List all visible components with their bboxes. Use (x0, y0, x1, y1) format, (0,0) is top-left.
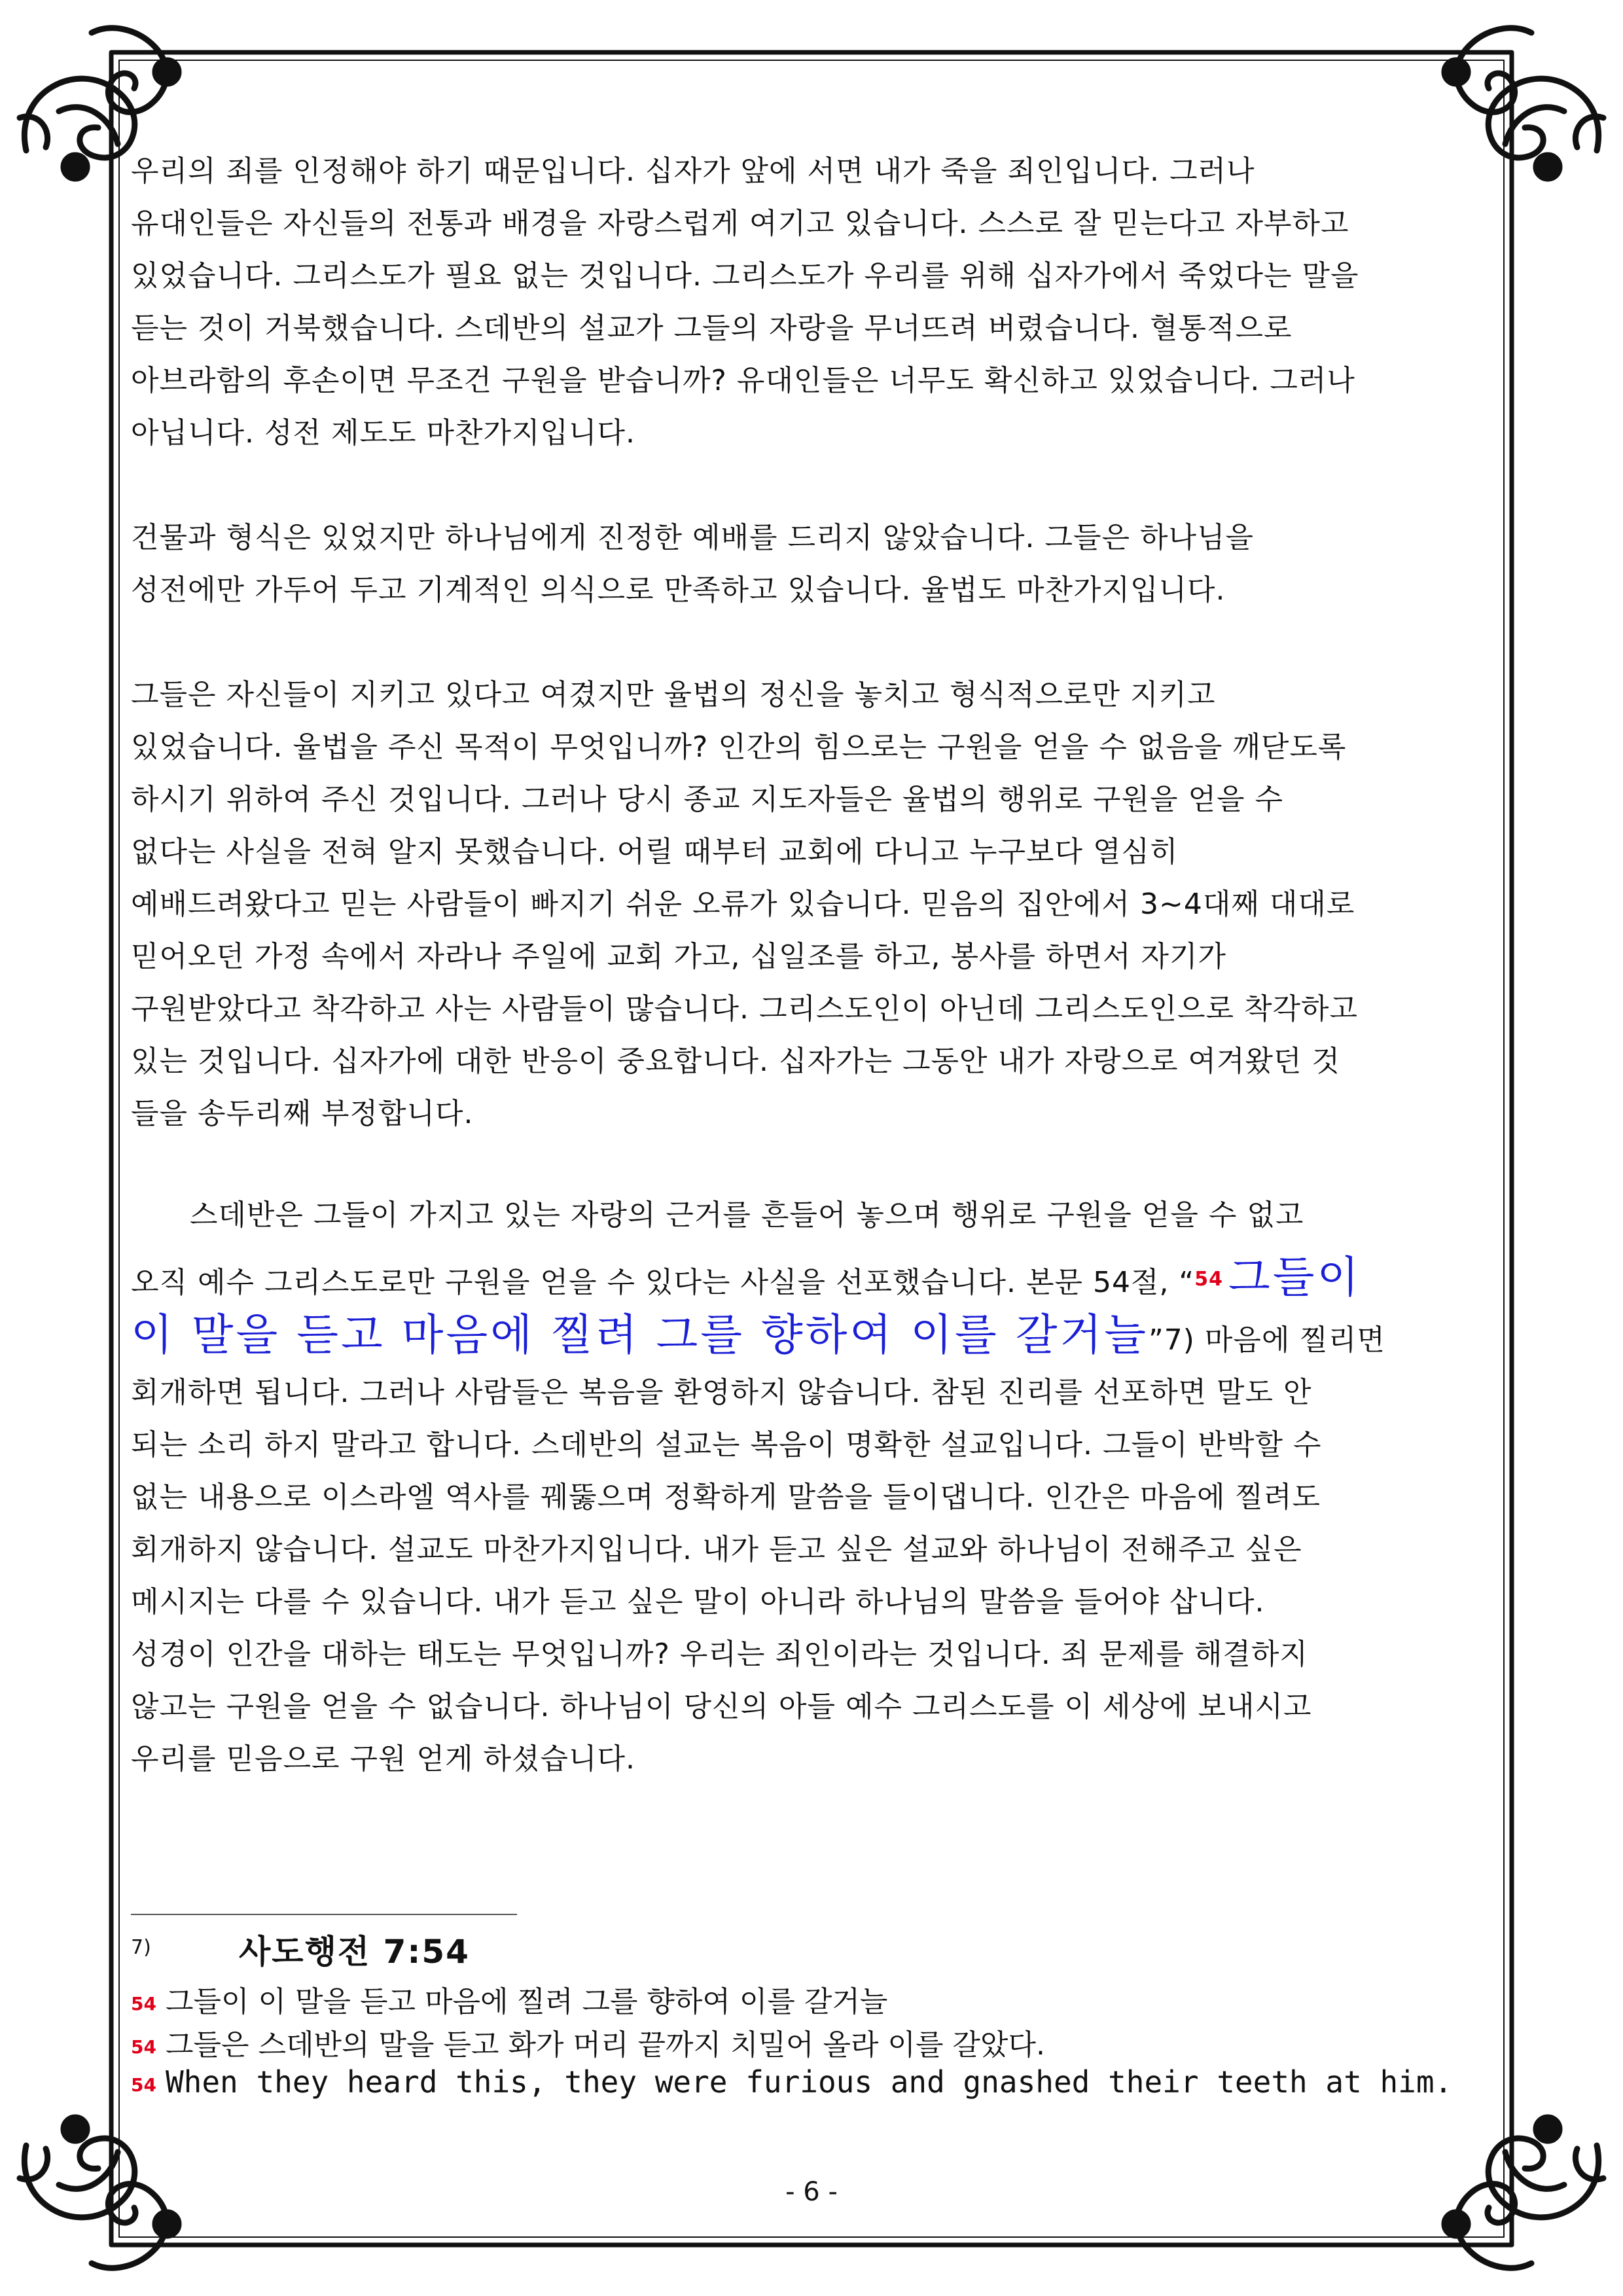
verse-number: 54 (131, 1993, 156, 2015)
text-line: 있었습니다. 율법을 주신 목적이 무엇입니까? 인간의 힘으로는 구원을 얻을 수 없음을 깨닫도록 (131, 730, 1347, 764)
text-line: 듣는 것이 거북했습니다. 스데반의 설교가 그들의 자랑을 무너뜨려 버렸습니다. 혈통적으로 (131, 312, 1293, 345)
footnote-line (131, 1978, 887, 2020)
text-line: 구원받았다고 착각하고 사는 사람들이 많습니다. 그리스도인이 아닌데 그리스도인으로 착각하고 (131, 992, 1359, 1026)
verse-number: 54 (1194, 1268, 1223, 1291)
text-line: 스데반은 그들이 가지고 있는 자랑의 근거를 흔들어 놓으며 행위로 구원을 얻을 수 없고 (131, 1198, 1304, 1232)
text-line: 그들은 자신들이 지키고 있다고 여겼지만 율법의 정신을 놓치고 형식적으로만 지키고 (131, 678, 1216, 711)
text-line: 않고는 구원을 얻을 수 없습니다. 하나님이 당신의 아들 예수 그리스도를 이 세상에 보내시고 (131, 1690, 1312, 1723)
text-line: 회개하지 않습니다. 설교도 마찬가지입니다. 내가 듣고 싶은 설교와 하나님이 전해주고 싶은 (131, 1533, 1302, 1566)
scripture-highlight: 이 말을 듣고 마음에 찔려 그를 향하여 이를 갈거늘 (131, 1310, 1149, 1360)
footnote-text: When they heard this, they were furious and gnashed their teeth at him. (165, 2064, 1453, 2100)
text-line: 우리의 죄를 인정해야 하기 때문입니다. 십자가 앞에 서면 내가 죽을 죄인입니다. 그러나 (131, 154, 1255, 188)
text-line (131, 1251, 1472, 1309)
text-run: 오직 예수 그리스도로만 구원을 얻을 수 있다는 사실을 선포했습니다. 본문 54절, “ (131, 1266, 1195, 1299)
footnote-separator (131, 1914, 517, 1915)
text-line: 우리를 믿음으로 구원 얻게 하셨습니다. (131, 1742, 635, 1776)
text-line: 유대인들은 자신들의 전통과 배경을 자랑스럽게 여기고 있습니다. 스스로 잘 믿는다고 자부하고 (131, 207, 1349, 240)
footnote-line (131, 2064, 1452, 2100)
verse-number: 54 (131, 2036, 156, 2058)
text-line: 되는 소리 하지 말라고 합니다. 스데반의 설교는 복음이 명확한 설교입니다. 그들이 반박할 수 (131, 1428, 1322, 1462)
footnote-text: 그들은 스데반의 말을 듣고 화가 머리 끝까지 치밀어 올라 이를 갈았다. (165, 2028, 1045, 2062)
scripture-highlight: 그들이 (1228, 1252, 1362, 1302)
text-run: ”7) 마음에 찔리면 (1148, 1323, 1385, 1357)
text-line: 없는 내용으로 이스라엘 역사를 꿰뚫으며 정확하게 말씀을 들이댑니다. 인간은 마음에 찔려도 (131, 1480, 1321, 1514)
paragraph-3 (131, 669, 1472, 1140)
text-line: 믿어오던 가정 속에서 자라나 주일에 교회 가고, 십일조를 하고, 봉사를 하면서 자기가 (131, 940, 1226, 973)
footnote-title: 사도행전 7:54 (239, 1933, 470, 1971)
footnote-line (131, 2021, 1045, 2063)
text-line: 들을 송두리째 부정합니다. (131, 1097, 474, 1130)
text-line: 있었습니다. 그리스도가 필요 없는 것입니다. 그리스도가 우리를 위해 십자가에서 죽었다는 말을 (131, 259, 1359, 293)
text-line: 아닙니다. 성전 제도도 마찬가지입니다. (131, 416, 635, 450)
sermon-body (131, 145, 1472, 1785)
paragraph-4 (131, 1179, 1472, 1785)
text-line: 메시지는 다를 수 있습니다. 내가 듣고 싶은 말이 아니라 하나님의 말씀을 들어야 삽니다. (131, 1585, 1265, 1619)
text-line: 성전에만 가두어 두고 기계적인 의식으로 만족하고 있습니다. 율법도 마찬가지입니다. (131, 573, 1226, 607)
footnote-text: 그들이 이 말을 듣고 마음에 찔려 그를 향하여 이를 갈거늘 (165, 1985, 888, 2018)
verse-number: 54 (131, 2074, 156, 2096)
text-line: 없다는 사실을 전혀 알지 못했습니다. 어릴 때부터 교회에 다니고 누구보다 열심히 (131, 835, 1179, 869)
text-line: 회개하면 됩니다. 그러나 사람들은 복음을 환영하지 않습니다. 참된 진리를 선포하면 말도 안 (131, 1376, 1312, 1409)
text-line: 건물과 형식은 있었지만 하나님에게 진정한 예배를 드리지 않았습니다. 그들은 하나님을 (131, 521, 1255, 554)
footnote-marker: 7) (131, 1936, 151, 1959)
text-line: 예배드려왔다고 믿는 사람들이 빠지기 쉬운 오류가 있습니다. 믿음의 집안에서 3~4대째 대대로 (131, 888, 1355, 921)
text-line (131, 1309, 1472, 1367)
paragraph-1 (131, 145, 1472, 459)
page-number: - 6 - (785, 2177, 838, 2207)
text-line: 아브라함의 후손이면 무조건 구원을 받습니까? 유대인들은 너무도 확신하고 있었습니다. 그러나 (131, 364, 1355, 397)
paragraph-2 (131, 512, 1472, 617)
text-line: 하시기 위하여 주신 것입니다. 그러나 당시 종교 지도자들은 율법의 행위로 구원을 얻을 수 (131, 783, 1283, 816)
text-line: 성경이 인간을 대하는 태도는 무엇입니까? 우리는 죄인이라는 것입니다. 죄 문제를 해결하지 (131, 1638, 1308, 1671)
text-line: 있는 것입니다. 십자가에 대한 반응이 중요합니다. 십자가는 그동안 내가 자랑으로 여겨왔던 것 (131, 1045, 1340, 1078)
